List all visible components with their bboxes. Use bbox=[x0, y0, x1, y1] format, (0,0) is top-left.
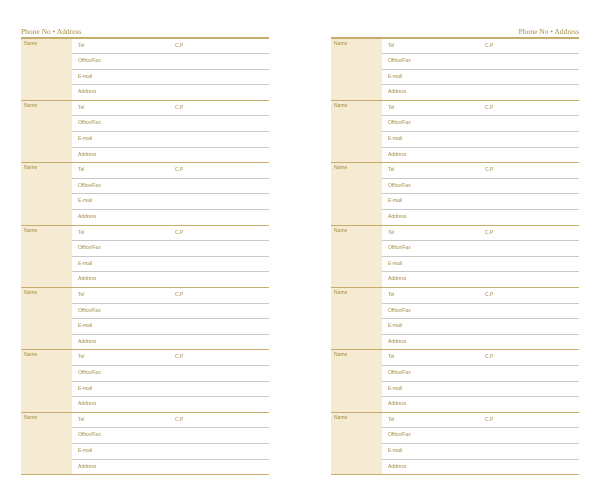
tel-line[interactable] bbox=[72, 163, 269, 179]
address-line[interactable] bbox=[72, 335, 269, 350]
tel-label: Tel bbox=[78, 42, 85, 49]
detail-lines bbox=[72, 288, 269, 349]
name-field[interactable] bbox=[21, 413, 72, 474]
email-line[interactable] bbox=[382, 70, 579, 86]
address-entry bbox=[331, 350, 579, 412]
address-line[interactable] bbox=[72, 85, 269, 100]
email-label: E-mail bbox=[78, 136, 93, 143]
office-fax-label: Office/Fax bbox=[388, 307, 411, 314]
email-line[interactable] bbox=[72, 382, 269, 398]
email-label: E-mail bbox=[388, 198, 403, 205]
address-label: Address bbox=[388, 401, 407, 408]
email-line[interactable] bbox=[382, 132, 579, 148]
name-label: Name bbox=[334, 352, 348, 359]
name-field[interactable] bbox=[331, 101, 382, 162]
tel-label: Tel bbox=[388, 354, 395, 361]
office-fax-line[interactable] bbox=[382, 241, 579, 257]
page-title: Phone No • Address bbox=[21, 27, 82, 36]
tel-line[interactable] bbox=[382, 413, 579, 429]
address-entry bbox=[21, 413, 269, 475]
email-label: E-mail bbox=[78, 73, 93, 80]
office-fax-line[interactable] bbox=[72, 428, 269, 444]
entry-list bbox=[331, 39, 579, 476]
tel-line[interactable] bbox=[382, 350, 579, 366]
email-label: E-mail bbox=[78, 448, 93, 455]
name-field[interactable] bbox=[331, 39, 382, 100]
name-label: Name bbox=[24, 40, 38, 47]
cp-label: C.P bbox=[485, 416, 494, 423]
office-fax-label: Office/Fax bbox=[388, 182, 411, 189]
address-label: Address bbox=[388, 151, 407, 158]
address-line[interactable] bbox=[382, 397, 579, 412]
email-line[interactable] bbox=[72, 319, 269, 335]
cp-label: C.P bbox=[175, 354, 184, 361]
address-entry bbox=[21, 288, 269, 350]
office-fax-label: Office/Fax bbox=[78, 370, 101, 377]
email-label: E-mail bbox=[388, 385, 403, 392]
office-fax-line[interactable] bbox=[382, 54, 579, 70]
office-fax-label: Office/Fax bbox=[78, 120, 101, 127]
address-label: Address bbox=[78, 401, 97, 408]
tel-label: Tel bbox=[78, 292, 85, 299]
tel-label: Tel bbox=[78, 354, 85, 361]
cp-label: C.P bbox=[485, 229, 494, 236]
name-field[interactable] bbox=[21, 350, 72, 411]
cp-label: C.P bbox=[175, 292, 184, 299]
office-fax-label: Office/Fax bbox=[388, 245, 411, 252]
detail-lines bbox=[382, 350, 579, 411]
cp-label: C.P bbox=[485, 104, 494, 111]
tel-line[interactable] bbox=[382, 39, 579, 55]
tel-line[interactable] bbox=[72, 226, 269, 242]
detail-lines bbox=[72, 226, 269, 287]
email-label: E-mail bbox=[388, 323, 403, 330]
right-page bbox=[331, 26, 579, 475]
tel-label: Tel bbox=[78, 229, 85, 236]
name-label: Name bbox=[334, 40, 348, 47]
tel-line[interactable] bbox=[72, 39, 269, 55]
email-line[interactable] bbox=[382, 257, 579, 273]
office-fax-line[interactable] bbox=[72, 54, 269, 70]
cp-label: C.P bbox=[485, 292, 494, 299]
email-line[interactable] bbox=[382, 444, 579, 460]
email-label: E-mail bbox=[78, 198, 93, 205]
tel-line[interactable] bbox=[72, 413, 269, 429]
address-label: Address bbox=[78, 151, 97, 158]
office-fax-label: Office/Fax bbox=[388, 120, 411, 127]
tel-label: Tel bbox=[388, 416, 395, 423]
email-line[interactable] bbox=[72, 70, 269, 86]
name-field[interactable] bbox=[21, 288, 72, 349]
address-label: Address bbox=[78, 89, 97, 96]
address-label: Address bbox=[388, 89, 407, 96]
email-line[interactable] bbox=[382, 382, 579, 398]
email-label: E-mail bbox=[388, 260, 403, 267]
detail-lines bbox=[382, 413, 579, 474]
email-label: E-mail bbox=[78, 260, 93, 267]
office-fax-label: Office/Fax bbox=[78, 182, 101, 189]
name-field[interactable] bbox=[21, 39, 72, 100]
name-label: Name bbox=[334, 165, 348, 172]
name-field[interactable] bbox=[331, 163, 382, 224]
address-line[interactable] bbox=[382, 272, 579, 287]
name-field[interactable] bbox=[21, 226, 72, 287]
name-label: Name bbox=[24, 165, 38, 172]
address-line[interactable] bbox=[72, 272, 269, 287]
address-entry bbox=[331, 288, 579, 350]
email-line[interactable] bbox=[72, 257, 269, 273]
office-fax-line[interactable] bbox=[72, 304, 269, 320]
office-fax-line[interactable] bbox=[72, 116, 269, 132]
email-label: E-mail bbox=[388, 73, 403, 80]
page-title: Phone No • Address bbox=[518, 27, 579, 36]
address-entry bbox=[21, 101, 269, 163]
name-field[interactable] bbox=[21, 163, 72, 224]
cp-label: C.P bbox=[485, 167, 494, 174]
email-line[interactable] bbox=[382, 194, 579, 210]
detail-lines bbox=[382, 288, 579, 349]
address-label: Address bbox=[388, 338, 407, 345]
name-label: Name bbox=[24, 352, 38, 359]
office-fax-line[interactable] bbox=[72, 241, 269, 257]
tel-label: Tel bbox=[78, 104, 85, 111]
office-fax-line[interactable] bbox=[382, 366, 579, 382]
address-entry bbox=[21, 39, 269, 101]
tel-label: Tel bbox=[388, 104, 395, 111]
address-line[interactable] bbox=[72, 460, 269, 475]
email-line[interactable] bbox=[72, 132, 269, 148]
name-label: Name bbox=[24, 102, 38, 109]
detail-lines bbox=[72, 101, 269, 162]
email-label: E-mail bbox=[388, 448, 403, 455]
address-entry bbox=[331, 163, 579, 225]
cp-label: C.P bbox=[485, 42, 494, 49]
name-label: Name bbox=[334, 227, 348, 234]
address-label: Address bbox=[388, 276, 407, 283]
detail-lines bbox=[72, 163, 269, 224]
office-fax-label: Office/Fax bbox=[78, 432, 101, 439]
name-label: Name bbox=[24, 414, 38, 421]
address-entry bbox=[21, 226, 269, 288]
tel-label: Tel bbox=[78, 416, 85, 423]
email-line[interactable] bbox=[72, 444, 269, 460]
detail-lines bbox=[72, 413, 269, 474]
address-label: Address bbox=[388, 214, 407, 221]
office-fax-line[interactable] bbox=[382, 116, 579, 132]
address-line[interactable] bbox=[72, 397, 269, 412]
detail-lines bbox=[382, 163, 579, 224]
email-label: E-mail bbox=[388, 136, 403, 143]
tel-line[interactable] bbox=[382, 288, 579, 304]
address-label: Address bbox=[78, 338, 97, 345]
cp-label: C.P bbox=[175, 42, 184, 49]
address-entry bbox=[21, 163, 269, 225]
address-line[interactable] bbox=[72, 210, 269, 225]
tel-line[interactable] bbox=[72, 101, 269, 117]
name-field[interactable] bbox=[331, 413, 382, 474]
address-entry bbox=[21, 350, 269, 412]
tel-line[interactable] bbox=[72, 288, 269, 304]
address-line[interactable] bbox=[382, 460, 579, 475]
detail-lines bbox=[382, 101, 579, 162]
address-line[interactable] bbox=[72, 148, 269, 163]
address-line[interactable] bbox=[382, 335, 579, 350]
office-fax-label: Office/Fax bbox=[78, 245, 101, 252]
office-fax-label: Office/Fax bbox=[78, 58, 101, 65]
address-label: Address bbox=[388, 463, 407, 470]
detail-lines bbox=[382, 226, 579, 287]
office-fax-label: Office/Fax bbox=[388, 370, 411, 377]
address-line[interactable] bbox=[382, 85, 579, 100]
name-field[interactable] bbox=[21, 101, 72, 162]
address-entry bbox=[331, 101, 579, 163]
cp-label: C.P bbox=[485, 354, 494, 361]
cp-label: C.P bbox=[175, 229, 184, 236]
name-label: Name bbox=[334, 414, 348, 421]
address-label: Address bbox=[78, 276, 97, 283]
tel-line[interactable] bbox=[382, 226, 579, 242]
cp-label: C.P bbox=[175, 104, 184, 111]
email-label: E-mail bbox=[78, 323, 93, 330]
office-fax-line[interactable] bbox=[382, 304, 579, 320]
name-label: Name bbox=[334, 290, 348, 297]
tel-label: Tel bbox=[388, 42, 395, 49]
cp-label: C.P bbox=[175, 167, 184, 174]
detail-lines bbox=[72, 39, 269, 100]
detail-lines bbox=[382, 39, 579, 100]
name-field[interactable] bbox=[331, 350, 382, 411]
address-entry bbox=[331, 413, 579, 475]
name-label: Name bbox=[334, 102, 348, 109]
office-fax-line[interactable] bbox=[382, 428, 579, 444]
address-line[interactable] bbox=[382, 148, 579, 163]
tel-line[interactable] bbox=[72, 350, 269, 366]
address-label: Address bbox=[78, 463, 97, 470]
office-fax-label: Office/Fax bbox=[388, 58, 411, 65]
office-fax-line[interactable] bbox=[72, 179, 269, 195]
name-field[interactable] bbox=[331, 226, 382, 287]
email-line[interactable] bbox=[72, 194, 269, 210]
name-field[interactable] bbox=[331, 288, 382, 349]
left-page bbox=[21, 26, 269, 475]
email-label: E-mail bbox=[78, 385, 93, 392]
entry-list bbox=[21, 39, 269, 476]
email-line[interactable] bbox=[382, 319, 579, 335]
tel-line[interactable] bbox=[382, 101, 579, 117]
address-label: Address bbox=[78, 214, 97, 221]
name-label: Name bbox=[24, 290, 38, 297]
tel-label: Tel bbox=[388, 229, 395, 236]
tel-line[interactable] bbox=[382, 163, 579, 179]
address-entry bbox=[331, 226, 579, 288]
office-fax-line[interactable] bbox=[382, 179, 579, 195]
office-fax-label: Office/Fax bbox=[388, 432, 411, 439]
detail-lines bbox=[72, 350, 269, 411]
office-fax-label: Office/Fax bbox=[78, 307, 101, 314]
tel-label: Tel bbox=[388, 167, 395, 174]
tel-label: Tel bbox=[78, 167, 85, 174]
cp-label: C.P bbox=[175, 416, 184, 423]
address-entry bbox=[331, 39, 579, 101]
address-line[interactable] bbox=[382, 210, 579, 225]
office-fax-line[interactable] bbox=[72, 366, 269, 382]
tel-label: Tel bbox=[388, 292, 395, 299]
name-label: Name bbox=[24, 227, 38, 234]
